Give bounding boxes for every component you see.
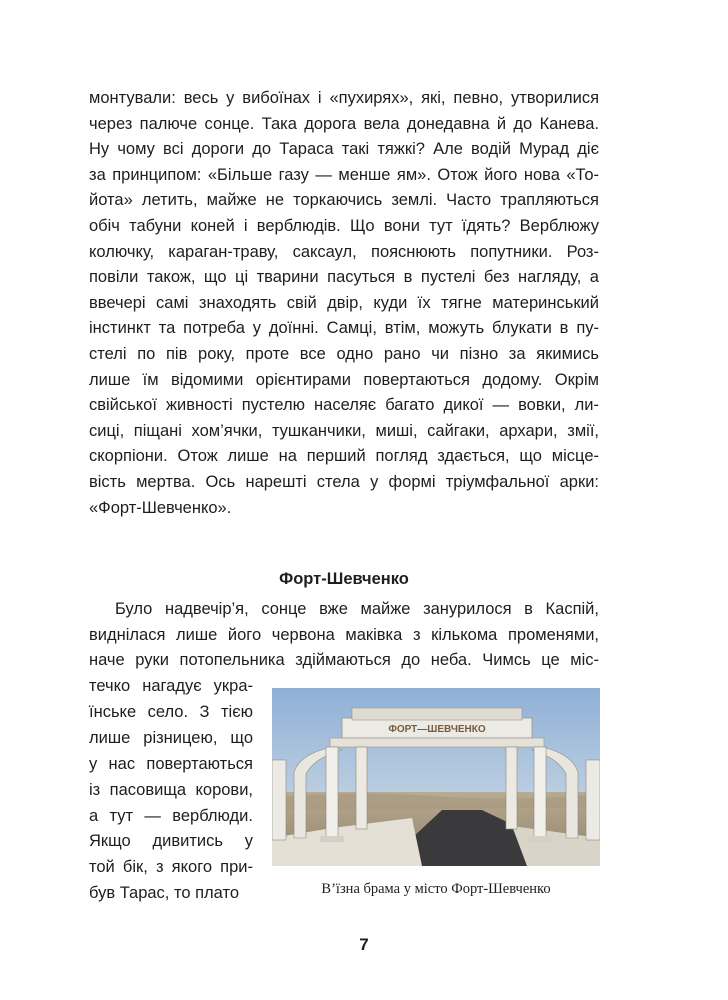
paragraph-2-wrapped-line: той бік, з якого при- <box>89 858 253 877</box>
arch-sign: ФОРТ—ШЕВЧЕНКО <box>388 724 486 735</box>
paragraph-1-line: ввечері самі знаходять свій двір, куди їх тягне материнський <box>89 293 599 312</box>
paragraph-2-wrapped-line: лише різницею, що <box>89 728 253 747</box>
paragraph-1-line: стелі по пів року, проте все одно рано чи пізно за якимись <box>89 344 599 363</box>
paragraph-1-line: інстинкт та потреба у доїнні. Самці, втім, можуть блукати в пу- <box>89 319 599 338</box>
paragraph-1-line: сиці, піщані хом’ячки, тушканчики, миші, сайгаки, архари, змії, <box>89 421 599 440</box>
paragraph-1-line: свійської живності пустелю населяє багато дикої — вовки, ли- <box>89 396 599 415</box>
paragraph-1-line: монтували: весь у вибоїнах і «пухирях», які, певно, утворилися <box>89 89 599 107</box>
paragraph-1-line: вість мертва. Ось нарешті стела у формі тріумфальної арки: <box>89 472 599 491</box>
paragraph-1 <box>89 86 599 521</box>
paragraph-2-wrapped-line: був Тарас, то плато <box>89 884 240 903</box>
paragraph-1-line: «Форт-Шевченко». <box>89 498 232 517</box>
paragraph-2-wrapped-line: а тут — верблюди. <box>89 806 253 825</box>
paragraph-2-wrapped-line: у нас повертаються <box>89 754 253 773</box>
paragraph-1-line: Ну чому всі дороги до Тараса такі тяжкі? Але водій Мурад діє <box>89 140 599 159</box>
paragraph-2 <box>89 597 599 674</box>
paragraph-1-line: повіли також, що ці тварини пасуться в пустелі без нагляду, а <box>89 268 599 287</box>
paragraph-2-wrapped-line: із пасовища корови, <box>89 780 253 799</box>
paragraph-2-line: наче руки потопельника здіймаються до неба. Чимсь це міс- <box>89 651 599 670</box>
paragraph-1-line: за принципом: «Більше газу — менше ям». Отож його нова «То- <box>89 165 599 184</box>
gate-photo <box>272 688 600 866</box>
paragraph-1-line: лише їм відомими орієнтирами повертаються додому. Окрім <box>89 370 599 389</box>
page-number: 7 <box>359 935 369 954</box>
paragraph-2-wrapped-line: Якщо дивитись у <box>89 832 253 851</box>
paragraph-2-wrapped <box>89 674 253 907</box>
paragraph-1-line: йота» летить, майже не торкаючись землі. Часто трапляються <box>89 191 599 210</box>
paragraph-1-line: через палюче сонце. Така дорога вела донедавна й до Канева. <box>89 114 599 133</box>
paragraph-2-wrapped-line: течко нагадує укра- <box>89 677 253 695</box>
section-heading: Форт-Шевченко <box>279 570 409 588</box>
paragraph-1-line: колючку, караган-траву, саксаул, пояснюють попутники. Роз- <box>89 242 599 261</box>
paragraph-1-line: скорпіони. Отож лише на перший погляд здається, що місце- <box>89 447 599 466</box>
paragraph-2-line: Було надвечір’я, сонце вже майже занурилося в Каспій, <box>115 600 599 618</box>
figure-caption: В’їзна брама у місто Форт-Шевченко <box>321 881 551 897</box>
paragraph-2-line: виднілася лише його червона маківка з кількома променями, <box>89 625 599 644</box>
paragraph-2-wrapped-line: їнське село. З тією <box>89 702 253 721</box>
paragraph-1-line: обіч табуни коней і верблюдів. Що вони тут їдять? Верблюжу <box>89 216 599 235</box>
